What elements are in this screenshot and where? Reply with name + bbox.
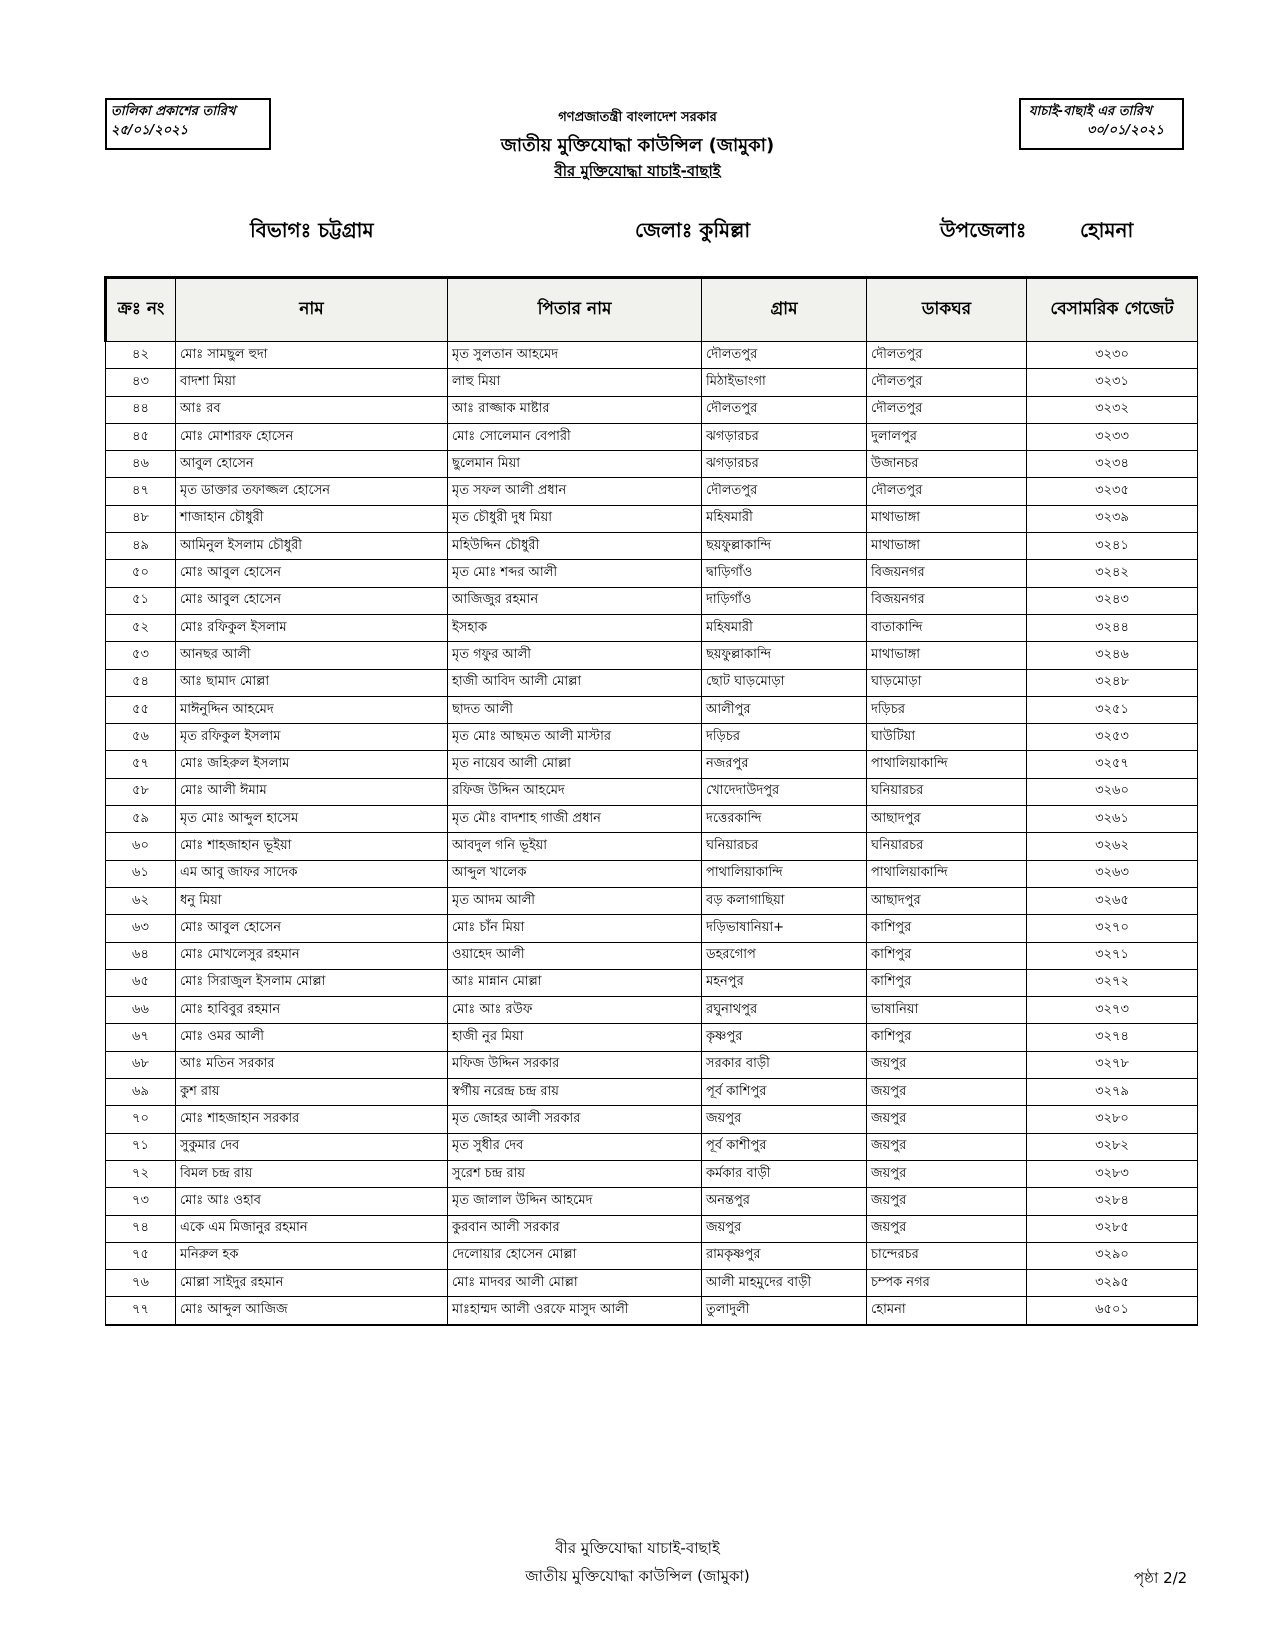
serial-cell: ৫৮ bbox=[106, 778, 176, 805]
table-row bbox=[106, 1024, 1198, 1051]
village-cell: নজরপুর bbox=[702, 751, 867, 778]
gazette-cell: ৩২৬৩ bbox=[1027, 860, 1198, 887]
government-title: গণপ্রজাতন্ত্রী বাংলাদেশ সরকার bbox=[558, 110, 717, 125]
page-number: পৃষ্ঠা 2/2 bbox=[1134, 1569, 1188, 1587]
name-cell: আনছর আলী bbox=[176, 642, 448, 669]
post-office-cell: চম্পক নগর bbox=[867, 1270, 1027, 1297]
name-cell: কুশ রায় bbox=[176, 1079, 448, 1106]
father-name-cell: মফিজ উদ্দিন সরকার bbox=[448, 1051, 702, 1078]
gazette-cell: ৩২৯০ bbox=[1027, 1242, 1198, 1269]
name-cell: মোঃ হাবিবুর রহমান bbox=[176, 997, 448, 1024]
father-name-cell: মৃত জোহর আলী সরকার bbox=[448, 1106, 702, 1133]
gazette-cell: ৩২৭৮ bbox=[1027, 1051, 1198, 1078]
name-cell: মৃত মোঃ আব্দুল হাসেম bbox=[176, 806, 448, 833]
name-cell: মোল্লা সাইদুর রহমান bbox=[176, 1270, 448, 1297]
gazette-cell: ৩২৭৩ bbox=[1027, 997, 1198, 1024]
table-row bbox=[106, 1133, 1198, 1160]
gazette-cell: ৩২৭২ bbox=[1027, 969, 1198, 996]
gazette-cell: ৩২৮৩ bbox=[1027, 1160, 1198, 1187]
table-row bbox=[106, 751, 1198, 778]
table-row bbox=[106, 1051, 1198, 1078]
village-cell: অনন্তপুর bbox=[702, 1188, 867, 1215]
gazette-cell: ৩২৪৪ bbox=[1027, 614, 1198, 641]
name-cell: এম আবু জাফর সাদেক bbox=[176, 860, 448, 887]
post-office-cell: উজানচর bbox=[867, 451, 1027, 478]
village-cell: বড় কলাগাছিয়া bbox=[702, 887, 867, 914]
post-office-cell: আছাদপুর bbox=[867, 806, 1027, 833]
serial-cell: ৭৩ bbox=[106, 1188, 176, 1215]
post-office-cell: কাশিপুর bbox=[867, 942, 1027, 969]
serial-cell: ৫৭ bbox=[106, 751, 176, 778]
name-cell: মোঃ আবুল হোসেন bbox=[176, 587, 448, 614]
gazette-cell: ৬৫০১ bbox=[1027, 1297, 1198, 1325]
father-name-cell: মৃত আদম আলী bbox=[448, 887, 702, 914]
table-row bbox=[106, 969, 1198, 996]
table-row bbox=[106, 451, 1198, 478]
name-cell: মোঃ আব্দুল আজিজ bbox=[176, 1297, 448, 1325]
village-cell: ঘনিয়ারচর bbox=[702, 833, 867, 860]
village-cell: দৌলতপুর bbox=[702, 396, 867, 423]
serial-cell: ৪২ bbox=[106, 342, 176, 369]
name-cell: মোঃ জহিরুল ইসলাম bbox=[176, 751, 448, 778]
name-cell: মোঃ আলী ঈমাম bbox=[176, 778, 448, 805]
post-office-cell: জয়পুর bbox=[867, 1106, 1027, 1133]
father-name-cell: ছুলেমান মিয়া bbox=[448, 451, 702, 478]
post-office-cell: ঘনিয়ারচর bbox=[867, 833, 1027, 860]
freedom-fighter-table bbox=[104, 276, 1198, 1326]
gazette-cell: ৩২৫৭ bbox=[1027, 751, 1198, 778]
table-row bbox=[106, 860, 1198, 887]
serial-cell: ৬৫ bbox=[106, 969, 176, 996]
table-row bbox=[106, 1215, 1198, 1242]
gazette-cell: ৩২৪১ bbox=[1027, 533, 1198, 560]
name-cell: মোঃ মোশারফ হোসেন bbox=[176, 423, 448, 450]
father-name-cell: মোঃ চাঁন মিয়া bbox=[448, 915, 702, 942]
name-cell: মৃত ডাক্তার তফাজ্জল হোসেন bbox=[176, 478, 448, 505]
village-cell: ঝগড়ারচর bbox=[702, 423, 867, 450]
name-cell: শাজাহান চৌধুরী bbox=[176, 505, 448, 532]
gazette-cell: ৩২৩০ bbox=[1027, 342, 1198, 369]
gazette-cell: ৩২৩৫ bbox=[1027, 478, 1198, 505]
father-name-cell: হাজী নুর মিয়া bbox=[448, 1024, 702, 1051]
post-office-cell: জয়পুর bbox=[867, 1215, 1027, 1242]
father-name-cell: মৃত সুলতান আহমেদ bbox=[448, 342, 702, 369]
village-cell: ছয়ফুল্লাকান্দি bbox=[702, 533, 867, 560]
table-row bbox=[106, 669, 1198, 696]
father-name-cell: মৃত জালাল উদ্দিন আহমেদ bbox=[448, 1188, 702, 1215]
father-name-cell: স্বর্গীয় নরেন্দ্র চন্দ্র রায় bbox=[448, 1079, 702, 1106]
name-cell: আমিনুল ইসলাম চৌধুরী bbox=[176, 533, 448, 560]
father-name-cell: আঃ রাজ্জাক মাষ্টার bbox=[448, 396, 702, 423]
village-cell: দৌলতপুর bbox=[702, 478, 867, 505]
table-row bbox=[106, 887, 1198, 914]
post-office-cell: দৌলতপুর bbox=[867, 369, 1027, 396]
serial-cell: ৬২ bbox=[106, 887, 176, 914]
village-cell: মহিষমারী bbox=[702, 505, 867, 532]
post-office-cell: ঘনিয়ারচর bbox=[867, 778, 1027, 805]
serial-cell: ৬১ bbox=[106, 860, 176, 887]
header-civil-gazette: বেসামরিক গেজেট bbox=[1027, 278, 1198, 342]
gazette-cell: ৩২৪৬ bbox=[1027, 642, 1198, 669]
gazette-cell: ৩২৮৫ bbox=[1027, 1215, 1198, 1242]
gazette-cell: ৩২৫১ bbox=[1027, 696, 1198, 723]
serial-cell: ৬৩ bbox=[106, 915, 176, 942]
name-cell: একে এম মিজানুর রহমান bbox=[176, 1215, 448, 1242]
village-cell: দড়িভাষানিয়া+ bbox=[702, 915, 867, 942]
village-cell: ডহরগোপ bbox=[702, 942, 867, 969]
village-cell: সরকার বাড়ী bbox=[702, 1051, 867, 1078]
header-serial: ক্রঃ নং bbox=[106, 278, 176, 342]
gazette-cell: ৩২৬১ bbox=[1027, 806, 1198, 833]
table-row bbox=[106, 696, 1198, 723]
post-office-cell: পাথালিয়াকান্দি bbox=[867, 860, 1027, 887]
table-row bbox=[106, 1297, 1198, 1325]
post-office-cell: জয়পুর bbox=[867, 1188, 1027, 1215]
father-name-cell: ওয়াহেদ আলী bbox=[448, 942, 702, 969]
name-cell: মৃত রফিকুল ইসলাম bbox=[176, 724, 448, 751]
table-row bbox=[106, 833, 1198, 860]
village-cell: ছয়ফুল্লাকান্দি bbox=[702, 642, 867, 669]
village-cell: কর্মকার বাড়ী bbox=[702, 1160, 867, 1187]
table-row bbox=[106, 423, 1198, 450]
table-row bbox=[106, 614, 1198, 641]
post-office-cell: ঘাউটিয়া bbox=[867, 724, 1027, 751]
serial-cell: ৬৯ bbox=[106, 1079, 176, 1106]
serial-cell: ৫৩ bbox=[106, 642, 176, 669]
post-office-cell: বাতাকান্দি bbox=[867, 614, 1027, 641]
gazette-cell: ৩২৩৯ bbox=[1027, 505, 1198, 532]
village-cell: পূর্ব কাশিপুর bbox=[702, 1079, 867, 1106]
table-row bbox=[106, 997, 1198, 1024]
serial-cell: ৫৫ bbox=[106, 696, 176, 723]
serial-cell: ৭৭ bbox=[106, 1297, 176, 1325]
serial-cell: ৪৯ bbox=[106, 533, 176, 560]
table-row bbox=[106, 505, 1198, 532]
serial-cell: ৫০ bbox=[106, 560, 176, 587]
gazette-cell: ৩২৪২ bbox=[1027, 560, 1198, 587]
serial-cell: ৬৭ bbox=[106, 1024, 176, 1051]
table-row bbox=[106, 1270, 1198, 1297]
village-cell: আলীপুর bbox=[702, 696, 867, 723]
village-cell: পূর্ব কাশীপুর bbox=[702, 1133, 867, 1160]
village-cell: ছোট ঘাড়মোড়া bbox=[702, 669, 867, 696]
name-cell: মাঈনুদ্দিন আহমেদ bbox=[176, 696, 448, 723]
village-cell: ঝগড়ারচর bbox=[702, 451, 867, 478]
father-name-cell: মোঃ মাদবর আলী মোল্লা bbox=[448, 1270, 702, 1297]
post-office-cell: বিজয়নগর bbox=[867, 560, 1027, 587]
name-cell: আঃ রব bbox=[176, 396, 448, 423]
father-name-cell: লাহু মিয়া bbox=[448, 369, 702, 396]
gazette-cell: ৩২৩২ bbox=[1027, 396, 1198, 423]
post-office-cell: আছাদপুর bbox=[867, 887, 1027, 914]
serial-cell: ৭৬ bbox=[106, 1270, 176, 1297]
name-cell: মোঃ আবুল হোসেন bbox=[176, 915, 448, 942]
table-row bbox=[106, 1188, 1198, 1215]
table-row bbox=[106, 587, 1198, 614]
village-cell: মিঠাইভাংগা bbox=[702, 369, 867, 396]
gazette-cell: ৩২৭৪ bbox=[1027, 1024, 1198, 1051]
father-name-cell: সুরেশ চন্দ্র রায় bbox=[448, 1160, 702, 1187]
table-row bbox=[106, 478, 1198, 505]
table-row bbox=[106, 778, 1198, 805]
name-cell: আঃ মতিন সরকার bbox=[176, 1051, 448, 1078]
serial-cell: ৪৪ bbox=[106, 396, 176, 423]
table-row bbox=[106, 560, 1198, 587]
verify-date-label: যাচাই-বাছাই এর তারিখ bbox=[1029, 104, 1152, 119]
table-row bbox=[106, 724, 1198, 751]
name-cell: মোঃ আঃ ওহাব bbox=[176, 1188, 448, 1215]
name-cell: মোঃ শাহজাহান ভূইয়া bbox=[176, 833, 448, 860]
village-cell: খোদেদাউদপুর bbox=[702, 778, 867, 805]
table-row bbox=[106, 806, 1198, 833]
post-office-cell: কাশিপুর bbox=[867, 1024, 1027, 1051]
table-row bbox=[106, 642, 1198, 669]
father-name-cell: আব্দুল খালেক bbox=[448, 860, 702, 887]
post-office-cell: হোমনা bbox=[867, 1297, 1027, 1325]
gazette-cell: ৩২৫৩ bbox=[1027, 724, 1198, 751]
name-cell: ধনু মিয়া bbox=[176, 887, 448, 914]
post-office-cell: কাশিপুর bbox=[867, 915, 1027, 942]
table-row bbox=[106, 396, 1198, 423]
division-label: বিভাগঃ চট্টগ্রাম bbox=[250, 218, 374, 242]
village-cell: দৌলতপুর bbox=[702, 342, 867, 369]
post-office-cell: দৌলতপুর bbox=[867, 478, 1027, 505]
father-name-cell: মহিউদ্দিন চৌধুরী bbox=[448, 533, 702, 560]
father-name-cell: মোঃ সোলেমান বেপারী bbox=[448, 423, 702, 450]
table-row bbox=[106, 1106, 1198, 1133]
gazette-cell: ৩২৮৪ bbox=[1027, 1188, 1198, 1215]
village-cell: মহনপুর bbox=[702, 969, 867, 996]
name-cell: বিমল চন্দ্র রায় bbox=[176, 1160, 448, 1187]
father-name-cell: মৃত মোঃ শব্দর আলী bbox=[448, 560, 702, 587]
village-cell: জয়পুর bbox=[702, 1106, 867, 1133]
table-row bbox=[106, 915, 1198, 942]
name-cell: আঃ ছামাদ মোল্লা bbox=[176, 669, 448, 696]
publish-date-label: তালিকা প্রকাশের তারিখ bbox=[111, 104, 236, 119]
table-row bbox=[106, 1079, 1198, 1106]
post-office-cell: জয়পুর bbox=[867, 1079, 1027, 1106]
serial-cell: ৫১ bbox=[106, 587, 176, 614]
gazette-cell: ৩২৭১ bbox=[1027, 942, 1198, 969]
serial-cell: ৫২ bbox=[106, 614, 176, 641]
post-office-cell: চান্দেরচর bbox=[867, 1242, 1027, 1269]
post-office-cell: দৌলতপুর bbox=[867, 342, 1027, 369]
table-header-row bbox=[106, 278, 1198, 342]
village-cell: আলী মাহমুদের বাড়ী bbox=[702, 1270, 867, 1297]
serial-cell: ৪৫ bbox=[106, 423, 176, 450]
name-cell: মোঃ মোখলেসুর রহমান bbox=[176, 942, 448, 969]
village-cell: দড়িচর bbox=[702, 724, 867, 751]
village-cell: জয়পুর bbox=[702, 1215, 867, 1242]
serial-cell: ৭০ bbox=[106, 1106, 176, 1133]
name-cell: মোঃ সিরাজুল ইসলাম মোল্লা bbox=[176, 969, 448, 996]
name-cell: বাদশা মিয়া bbox=[176, 369, 448, 396]
table-row bbox=[106, 942, 1198, 969]
name-cell: মোঃ সামছুল হুদা bbox=[176, 342, 448, 369]
serial-cell: ৭২ bbox=[106, 1160, 176, 1187]
village-cell: রঘুনাথপুর bbox=[702, 997, 867, 1024]
serial-cell: ৪৬ bbox=[106, 451, 176, 478]
gazette-cell: ৩২৩৩ bbox=[1027, 423, 1198, 450]
serial-cell: ৪৩ bbox=[106, 369, 176, 396]
father-name-cell: মৃত নায়েব আলী মোল্লা bbox=[448, 751, 702, 778]
name-cell: মোঃ ওমর আলী bbox=[176, 1024, 448, 1051]
serial-cell: ৪৮ bbox=[106, 505, 176, 532]
father-name-cell: মৃত সফল আলী প্রধান bbox=[448, 478, 702, 505]
village-cell: দাড়িগাঁও bbox=[702, 587, 867, 614]
name-cell: মোঃ শাহজাহান সরকার bbox=[176, 1106, 448, 1133]
footer-verification: বীর মুক্তিযোদ্ধা যাচাই-বাছাই bbox=[555, 1539, 720, 1557]
gazette-cell: ৩২৭৯ bbox=[1027, 1079, 1198, 1106]
father-name-cell: মাঃহাম্মদ আলী ওরফে মাসুদ আলী bbox=[448, 1297, 702, 1325]
father-name-cell: মৃত চৌধুরী দুধ মিয়া bbox=[448, 505, 702, 532]
verify-date-value: ৩০/০১/২০২১ bbox=[1086, 123, 1164, 138]
name-cell: মনিরুল হক bbox=[176, 1242, 448, 1269]
serial-cell: ৫৯ bbox=[106, 806, 176, 833]
serial-cell: ৪৭ bbox=[106, 478, 176, 505]
table-row bbox=[106, 1242, 1198, 1269]
gazette-cell: ৩২৯৫ bbox=[1027, 1270, 1198, 1297]
father-name-cell: মৃত মোঃ আছমত আলী মাস্টার bbox=[448, 724, 702, 751]
village-cell: মহিষমারী bbox=[702, 614, 867, 641]
header-post-office: ডাকঘর bbox=[867, 278, 1027, 342]
post-office-cell: বিজয়নগর bbox=[867, 587, 1027, 614]
header-name: নাম bbox=[176, 278, 448, 342]
header-village: গ্রাম bbox=[702, 278, 867, 342]
village-cell: তুলাদুলী bbox=[702, 1297, 867, 1325]
father-name-cell: হাজী আবিদ আলী মোল্লা bbox=[448, 669, 702, 696]
post-office-cell: দৌলতপুর bbox=[867, 396, 1027, 423]
father-name-cell: আজিজুর রহমান bbox=[448, 587, 702, 614]
father-name-cell: ছাদত আলী bbox=[448, 696, 702, 723]
father-name-cell: আঃ মান্নান মোল্লা bbox=[448, 969, 702, 996]
table-row bbox=[106, 369, 1198, 396]
publish-date-value: ২৫/০১/২০২১ bbox=[111, 123, 189, 138]
serial-cell: ৬০ bbox=[106, 833, 176, 860]
gazette-cell: ৩২৭০ bbox=[1027, 915, 1198, 942]
father-name-cell: মৃত সুধীর দেব bbox=[448, 1133, 702, 1160]
serial-cell: ৭৪ bbox=[106, 1215, 176, 1242]
village-cell: রামকৃষ্ণপুর bbox=[702, 1242, 867, 1269]
footer-council: জাতীয় মুক্তিযোদ্ধা কাউন্সিল (জামুকা) bbox=[525, 1567, 750, 1585]
upazila-label: উপজেলাঃ bbox=[940, 218, 1027, 242]
gazette-cell: ৩২৪৮ bbox=[1027, 669, 1198, 696]
father-name-cell: কুরবান আলী সরকার bbox=[448, 1215, 702, 1242]
council-title: জাতীয় মুক্তিযোদ্ধা কাউন্সিল (জামুকা) bbox=[500, 135, 775, 156]
serial-cell: ৭১ bbox=[106, 1133, 176, 1160]
post-office-cell: মাথাভাঙ্গা bbox=[867, 642, 1027, 669]
gazette-cell: ৩২৪৩ bbox=[1027, 587, 1198, 614]
post-office-cell: পাথালিয়াকান্দি bbox=[867, 751, 1027, 778]
post-office-cell: কাশিপুর bbox=[867, 969, 1027, 996]
village-cell: পাথালিয়াকান্দি bbox=[702, 860, 867, 887]
father-name-cell: মৃত মৌঃ বাদশাহ গাজী প্রধান bbox=[448, 806, 702, 833]
name-cell: সুকুমার দেব bbox=[176, 1133, 448, 1160]
serial-cell: ৬৬ bbox=[106, 997, 176, 1024]
post-office-cell: দুলালপুর bbox=[867, 423, 1027, 450]
verification-title: বীর মুক্তিযোদ্ধা যাচাই-বাছাই bbox=[554, 162, 721, 180]
father-name-cell: রফিজ উদ্দিন আহমেদ bbox=[448, 778, 702, 805]
name-cell: মোঃ রফিকুল ইসলাম bbox=[176, 614, 448, 641]
serial-cell: ৬৪ bbox=[106, 942, 176, 969]
father-name-cell: মোঃ আঃ রউফ bbox=[448, 997, 702, 1024]
gazette-cell: ৩২৩১ bbox=[1027, 369, 1198, 396]
post-office-cell: মাথাভাঙ্গা bbox=[867, 533, 1027, 560]
post-office-cell: দড়িচর bbox=[867, 696, 1027, 723]
post-office-cell: জয়পুর bbox=[867, 1160, 1027, 1187]
post-office-cell: ভাষানিয়া bbox=[867, 997, 1027, 1024]
father-name-cell: মৃত গফুর আলী bbox=[448, 642, 702, 669]
district-label: জেলাঃ কুমিল্লা bbox=[635, 218, 751, 242]
village-cell: দত্তেরকান্দি bbox=[702, 806, 867, 833]
name-cell: আবুল হোসেন bbox=[176, 451, 448, 478]
gazette-cell: ৩২৮২ bbox=[1027, 1133, 1198, 1160]
table-row bbox=[106, 533, 1198, 560]
upazila-value: হোমনা bbox=[1080, 218, 1134, 242]
name-cell: মোঃ আবুল হোসেন bbox=[176, 560, 448, 587]
gazette-cell: ৩২৩৪ bbox=[1027, 451, 1198, 478]
post-office-cell: জয়পুর bbox=[867, 1051, 1027, 1078]
village-cell: দ্বাড়িগাঁও bbox=[702, 560, 867, 587]
post-office-cell: মাথাভাঙ্গা bbox=[867, 505, 1027, 532]
gazette-cell: ৩২৮০ bbox=[1027, 1106, 1198, 1133]
post-office-cell: জয়পুর bbox=[867, 1133, 1027, 1160]
gazette-cell: ৩২৬২ bbox=[1027, 833, 1198, 860]
table-row bbox=[106, 342, 1198, 369]
serial-cell: ৬৮ bbox=[106, 1051, 176, 1078]
serial-cell: ৫৬ bbox=[106, 724, 176, 751]
father-name-cell: আবদুল গনি ভূইয়া bbox=[448, 833, 702, 860]
gazette-cell: ৩২৬৫ bbox=[1027, 887, 1198, 914]
village-cell: কৃষ্ণপুর bbox=[702, 1024, 867, 1051]
gazette-cell: ৩২৬০ bbox=[1027, 778, 1198, 805]
serial-cell: ৭৫ bbox=[106, 1242, 176, 1269]
table-row bbox=[106, 1160, 1198, 1187]
header-father-name: পিতার নাম bbox=[448, 278, 702, 342]
father-name-cell: দেলোয়ার হোসেন মোল্লা bbox=[448, 1242, 702, 1269]
father-name-cell: ইসহাক bbox=[448, 614, 702, 641]
post-office-cell: ঘাড়মোড়া bbox=[867, 669, 1027, 696]
serial-cell: ৫৪ bbox=[106, 669, 176, 696]
